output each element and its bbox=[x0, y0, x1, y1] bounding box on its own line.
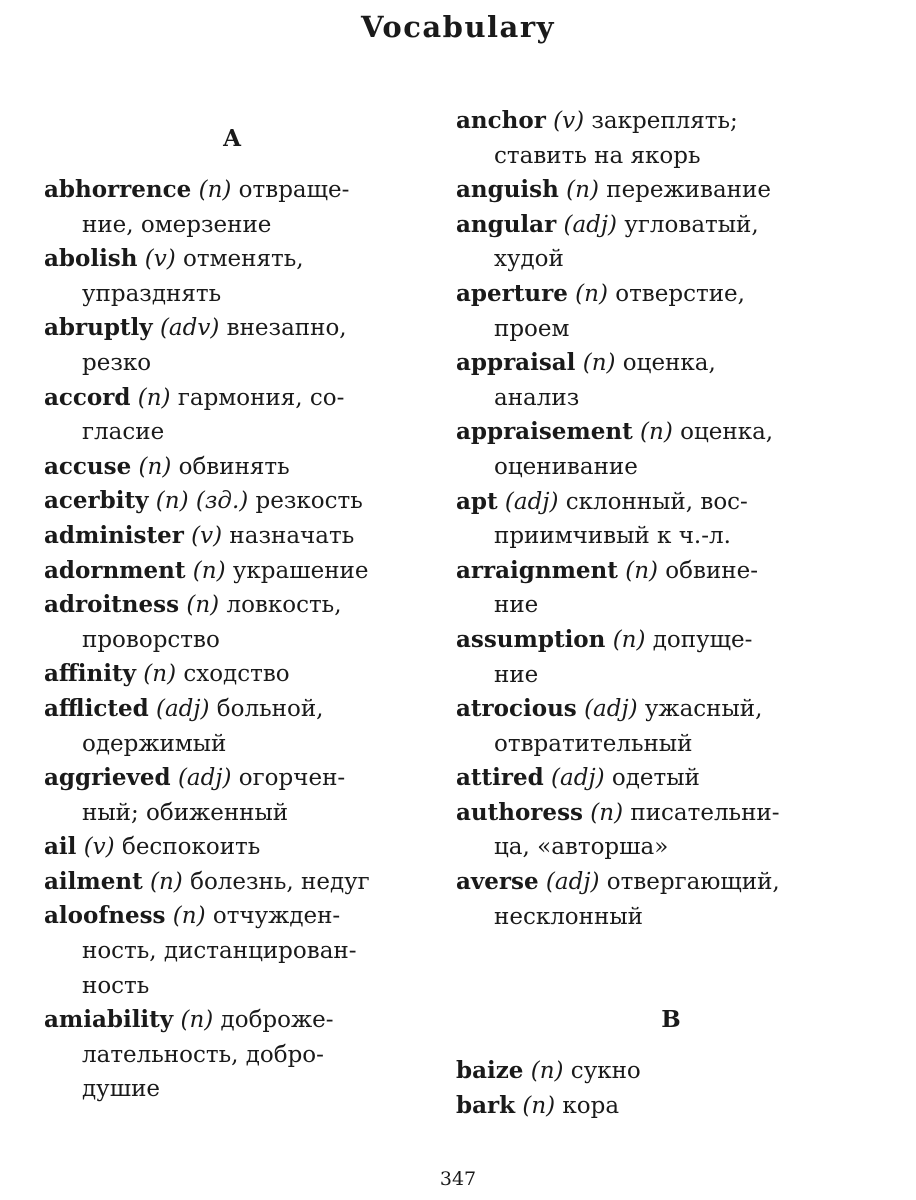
part-of-speech: (n) bbox=[530, 1058, 564, 1085]
translation: упразднять bbox=[82, 280, 222, 307]
headword: arraignment bbox=[456, 556, 618, 584]
entry-first-line bbox=[44, 484, 420, 519]
translation: приимчивый к ч.-л. bbox=[494, 523, 731, 550]
part-of-speech: (adj) bbox=[584, 696, 638, 723]
entry-first-line bbox=[456, 415, 886, 450]
entry-continuation-line bbox=[44, 277, 420, 312]
section-letter-b: B bbox=[661, 1006, 681, 1034]
translation: писательни- bbox=[623, 799, 780, 826]
part-of-speech: (n) bbox=[137, 384, 171, 411]
translation: одержимый bbox=[82, 730, 227, 757]
entry-continuation-line bbox=[44, 934, 420, 969]
part-of-speech: (n) (зд.) bbox=[155, 488, 249, 515]
entry-continuation-line bbox=[44, 415, 420, 450]
translation: склонный, вос- bbox=[558, 488, 748, 515]
translation: переживание bbox=[598, 177, 771, 204]
part-of-speech: (n) bbox=[180, 1007, 214, 1034]
vocab-entry bbox=[44, 484, 420, 519]
translation: ние bbox=[494, 592, 539, 619]
headword: afflicted bbox=[44, 694, 149, 722]
part-of-speech: (n) bbox=[192, 557, 226, 584]
entry-first-line bbox=[44, 657, 420, 692]
entry-first-line bbox=[456, 865, 886, 900]
vocab-entry bbox=[456, 796, 886, 865]
entry-continuation-line bbox=[44, 1038, 420, 1073]
entry-first-line bbox=[44, 865, 420, 900]
translation: доброже- bbox=[213, 1007, 334, 1034]
translation: отвергающий, bbox=[599, 869, 780, 896]
part-of-speech: (v) bbox=[191, 522, 223, 549]
entry-first-line bbox=[456, 623, 886, 658]
headword: bark bbox=[456, 1091, 516, 1119]
translation: отчужден- bbox=[205, 903, 341, 930]
entry-first-line bbox=[44, 311, 420, 346]
headword: assumption bbox=[456, 625, 606, 653]
entry-continuation-line bbox=[44, 623, 420, 658]
vocab-entry bbox=[44, 657, 420, 692]
headword: authoress bbox=[456, 798, 583, 826]
headword: acerbity bbox=[44, 487, 149, 515]
translation: ность, дистанцирован- bbox=[82, 938, 357, 965]
vocab-entry bbox=[44, 1003, 420, 1107]
vocab-entry bbox=[456, 104, 886, 173]
headword: administer bbox=[44, 521, 184, 549]
translation: гласие bbox=[82, 419, 165, 446]
vocab-entry bbox=[456, 865, 886, 934]
entry-continuation-line bbox=[456, 242, 886, 277]
part-of-speech: (n) bbox=[138, 453, 172, 480]
vocab-entry bbox=[456, 1089, 886, 1124]
translation: украшение bbox=[225, 557, 369, 584]
headword: apt bbox=[456, 487, 498, 515]
entry-first-line bbox=[44, 173, 420, 208]
vocab-entry bbox=[456, 554, 886, 623]
vocab-entry bbox=[44, 830, 420, 865]
translation: проворство bbox=[82, 626, 220, 653]
translation: угловатый, bbox=[617, 211, 759, 238]
part-of-speech: (n) bbox=[186, 592, 220, 619]
headword: anchor bbox=[456, 107, 546, 134]
headword: anguish bbox=[456, 176, 559, 204]
translation: оценка, bbox=[672, 419, 774, 446]
entry-first-line bbox=[456, 761, 886, 796]
translation: сукно bbox=[563, 1058, 641, 1085]
translation: ность bbox=[82, 972, 150, 999]
entry-first-line bbox=[44, 450, 420, 485]
entry-first-line bbox=[44, 1003, 420, 1038]
translation: ца, «авторша» bbox=[494, 834, 669, 861]
entry-first-line bbox=[456, 173, 886, 208]
entry-first-line bbox=[456, 554, 886, 589]
part-of-speech: (n) bbox=[150, 868, 183, 895]
headword: atrocious bbox=[456, 695, 577, 723]
entry-first-line bbox=[456, 692, 886, 727]
entry-continuation-line bbox=[44, 727, 420, 762]
entry-first-line bbox=[456, 346, 886, 381]
headword: accuse bbox=[44, 452, 132, 480]
entry-continuation-line bbox=[456, 830, 886, 865]
vocab-entry bbox=[456, 692, 886, 761]
entry-first-line bbox=[44, 242, 420, 277]
vocab-entry bbox=[44, 311, 420, 380]
headword: affinity bbox=[44, 660, 136, 688]
headword: abruptly bbox=[44, 314, 153, 342]
section-spacer bbox=[456, 934, 886, 985]
part-of-speech: (n) bbox=[582, 350, 616, 377]
entry-continuation-line bbox=[44, 1072, 420, 1107]
headword: aloofness bbox=[44, 902, 166, 930]
entry-continuation-line bbox=[44, 346, 420, 381]
entry-continuation-line bbox=[456, 588, 886, 623]
entry-continuation-line bbox=[456, 727, 886, 762]
translation: больной, bbox=[209, 695, 324, 722]
headword: adroitness bbox=[44, 591, 180, 619]
entry-first-line bbox=[456, 277, 886, 312]
translation: огорчен- bbox=[231, 765, 346, 792]
entry-continuation-line bbox=[456, 381, 886, 416]
entry-continuation-line bbox=[456, 658, 886, 693]
headword: baize bbox=[456, 1057, 524, 1085]
vocab-entry bbox=[456, 173, 886, 208]
translation: оценка, bbox=[615, 350, 716, 377]
part-of-speech: (n) bbox=[143, 661, 177, 688]
translation: худой bbox=[494, 246, 564, 273]
translation: несклонный bbox=[494, 903, 643, 930]
headword: ail bbox=[44, 833, 77, 861]
entry-first-line bbox=[456, 104, 886, 139]
entry-continuation-line bbox=[456, 519, 886, 554]
translation: назначать bbox=[222, 522, 355, 549]
translation: обвинять bbox=[171, 453, 290, 480]
vocab-entry bbox=[44, 242, 420, 311]
entry-first-line bbox=[44, 519, 420, 554]
entry-first-line bbox=[456, 208, 886, 243]
translation: гармония, со- bbox=[170, 384, 345, 411]
entry-continuation-line bbox=[44, 969, 420, 1004]
right-entries-a bbox=[456, 104, 886, 934]
translation: резкость bbox=[248, 488, 363, 515]
entry-first-line bbox=[456, 1089, 886, 1124]
right-entries-b bbox=[456, 1054, 886, 1123]
translation: ный; обиженный bbox=[82, 799, 289, 826]
headword: aperture bbox=[456, 279, 568, 307]
part-of-speech: (adj) bbox=[177, 765, 232, 792]
left-column bbox=[44, 104, 420, 1107]
headword: appraisement bbox=[456, 418, 633, 446]
entry-continuation-line bbox=[44, 208, 420, 243]
vocab-entry bbox=[44, 381, 420, 450]
vocab-entry bbox=[44, 450, 420, 485]
translation: сходство bbox=[176, 661, 290, 688]
translation: оценивание bbox=[494, 453, 638, 480]
entry-first-line bbox=[44, 554, 420, 589]
vocab-entry bbox=[44, 865, 420, 900]
entry-first-line bbox=[44, 588, 420, 623]
translation: обвине- bbox=[657, 557, 758, 584]
vocab-entry bbox=[44, 692, 420, 761]
part-of-speech: (v) bbox=[83, 834, 115, 861]
translation: проем bbox=[494, 315, 570, 342]
part-of-speech: (adj) bbox=[545, 869, 600, 896]
entry-continuation-line bbox=[456, 139, 886, 174]
part-of-speech: (adj) bbox=[155, 695, 210, 722]
translation: болезнь, недуг bbox=[182, 868, 370, 895]
translation: одетый bbox=[604, 765, 700, 792]
vocab-entry bbox=[44, 588, 420, 657]
part-of-speech: (n) bbox=[590, 799, 624, 826]
entry-continuation-line bbox=[456, 900, 886, 935]
entry-first-line bbox=[44, 692, 420, 727]
vocab-entry bbox=[44, 899, 420, 1003]
headword: abhorrence bbox=[44, 176, 192, 203]
right-column bbox=[456, 104, 886, 1123]
vocab-entry bbox=[456, 277, 886, 346]
part-of-speech: (n) bbox=[612, 626, 646, 653]
entry-first-line bbox=[456, 485, 886, 520]
headword: ailment bbox=[44, 867, 143, 895]
vocab-entry bbox=[44, 554, 420, 589]
entry-first-line bbox=[44, 761, 420, 796]
entry-first-line bbox=[44, 899, 420, 934]
entry-first-line bbox=[456, 796, 886, 831]
translation: душие bbox=[82, 1076, 161, 1103]
translation: отвратительный bbox=[494, 730, 693, 757]
vocab-entry bbox=[456, 415, 886, 484]
vocab-entry bbox=[456, 208, 886, 277]
translation: ние, омерзение bbox=[82, 211, 272, 238]
translation: ние bbox=[494, 661, 539, 688]
entry-first-line bbox=[456, 1054, 886, 1089]
translation: отверстие, bbox=[607, 280, 745, 307]
part-of-speech: (adj) bbox=[551, 765, 605, 792]
entry-first-line bbox=[44, 381, 420, 416]
part-of-speech: (v) bbox=[144, 246, 176, 273]
vocab-entry bbox=[456, 346, 886, 415]
page-title: Vocabulary bbox=[361, 10, 555, 44]
translation: отвраще- bbox=[231, 177, 350, 203]
part-of-speech: (n) bbox=[575, 280, 608, 307]
part-of-speech: (adv) bbox=[159, 315, 220, 342]
part-of-speech: (n) bbox=[566, 177, 599, 204]
translation: допуще- bbox=[645, 626, 753, 653]
entry-continuation-line bbox=[456, 450, 886, 485]
translation: отменять, bbox=[175, 246, 304, 273]
part-of-speech: (v) bbox=[553, 108, 585, 134]
headword: amiability bbox=[44, 1006, 174, 1034]
headword: aggrieved bbox=[44, 764, 171, 792]
page-number: 347 bbox=[439, 1168, 477, 1190]
vocab-entry bbox=[44, 761, 420, 830]
part-of-speech: (adj) bbox=[563, 211, 618, 238]
translation: ловкость, bbox=[219, 592, 342, 619]
part-of-speech: (n) bbox=[172, 903, 206, 930]
headword: averse bbox=[456, 868, 539, 896]
part-of-speech: (n) bbox=[640, 419, 673, 446]
vocab-entry bbox=[456, 623, 886, 692]
translation: беспокоить bbox=[114, 834, 261, 861]
headword: attired bbox=[456, 764, 544, 792]
part-of-speech: (n) bbox=[522, 1092, 556, 1119]
translation: ужасный, bbox=[637, 696, 763, 723]
headword: adornment bbox=[44, 556, 186, 584]
translation: кора bbox=[555, 1092, 620, 1119]
part-of-speech: (n) bbox=[198, 177, 232, 203]
headword: accord bbox=[44, 383, 131, 411]
left-entries bbox=[44, 173, 420, 1107]
vocab-entry bbox=[456, 761, 886, 796]
part-of-speech: (adj) bbox=[504, 488, 559, 515]
entry-first-line bbox=[44, 830, 420, 865]
translation: внезапно, bbox=[219, 315, 347, 342]
part-of-speech: (n) bbox=[625, 557, 658, 584]
translation: закреплять; bbox=[584, 108, 738, 134]
entry-continuation-line bbox=[44, 796, 420, 831]
headword: angular bbox=[456, 210, 557, 238]
headword: abolish bbox=[44, 245, 138, 273]
section-letter-a: A bbox=[223, 125, 241, 152]
translation: анализ bbox=[494, 384, 580, 411]
translation: резко bbox=[82, 349, 152, 376]
entry-continuation-line bbox=[456, 312, 886, 347]
vocab-entry bbox=[44, 173, 420, 242]
translation: лательность, добро- bbox=[82, 1041, 324, 1068]
translation: ставить на якорь bbox=[494, 142, 701, 169]
vocab-entry bbox=[456, 485, 886, 554]
vocab-entry bbox=[456, 1054, 886, 1089]
vocab-entry bbox=[44, 519, 420, 554]
headword: appraisal bbox=[456, 349, 576, 377]
